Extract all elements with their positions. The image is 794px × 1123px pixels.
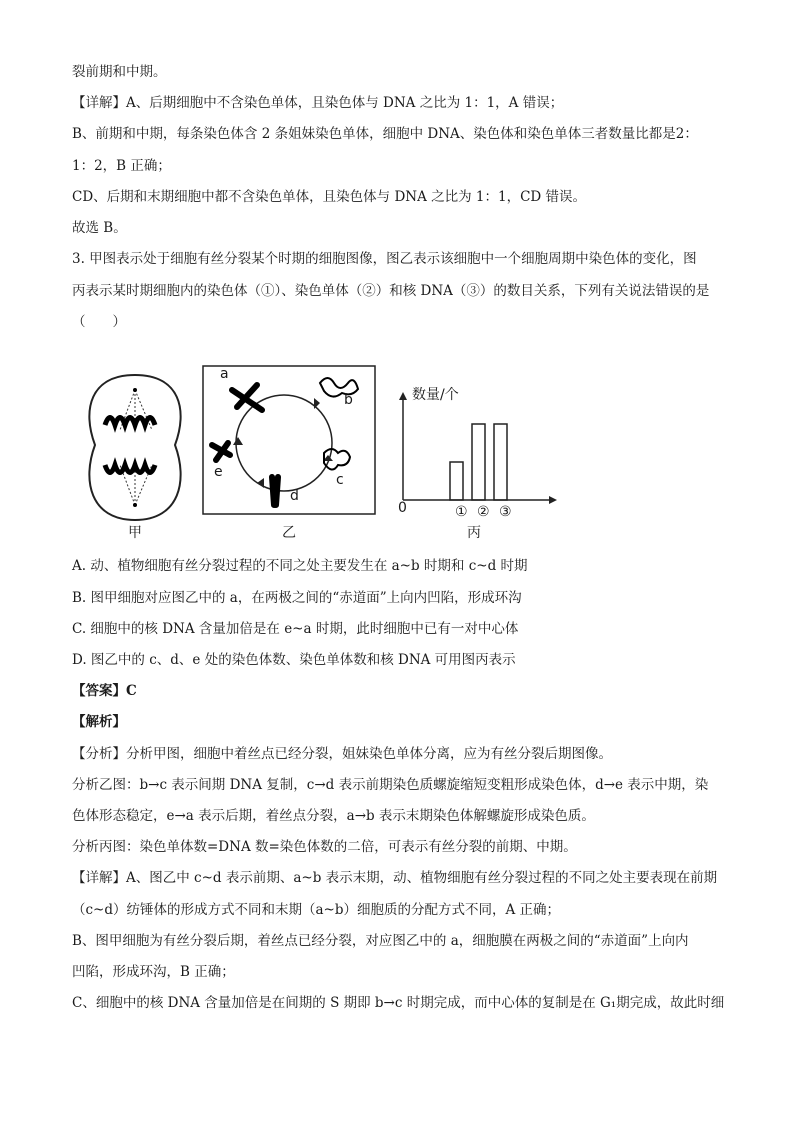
figure-bing-label: 丙 [467,525,481,541]
option-b: B. 图甲细胞对应图乙中的 a，在两极之间的“赤道面”上向内凹陷，形成环沟 [72,590,522,606]
figure-bing-chart [395,390,560,520]
bar-1 [450,462,463,500]
analysis-line-2: 分析乙图：b→c 表示间期 DNA 复制，c→d 表示前期染色质螺旋缩短变粗形成染色体，d→e 表示中期，染 [72,777,709,793]
analysis-title: 【解析】 [72,714,126,730]
text-line-1: 裂前期和中期。 [72,64,167,80]
analysis-line-9: C、细胞中的核 DNA 含量加倍是在间期的 S 期即 b→c 时期完成，而中心体的复制是在 G₁期完成，故此时细 [72,995,725,1011]
figure-yi-point-d: d [290,488,299,504]
analysis-line-3: 色体形态稳定，e→a 表示后期，着丝点分裂，a→b 表示末期染色体解螺旋形成染色质。 [72,808,595,824]
figure-bing-origin: 0 [398,500,407,516]
figure-yi-point-b: b [344,392,353,408]
answer: 【答案】C [72,683,137,699]
option-d: D. 图乙中的 c、d、e 处的染色体数、染色单体数和核 DNA 可用图丙表示 [72,652,516,668]
analysis-line-5: 【详解】A、图乙中 c~d 表示前期、a~b 表示末期，动、植物细胞有丝分裂过程的不同之处主要表现在前期 [72,870,718,886]
analysis-line-1: 【分析】分析甲图，细胞中着丝点已经分裂，姐妹染色单体分离，应为有丝分裂后期图像。 [72,746,612,762]
figure-yi-point-a: a [220,366,229,382]
figure-yi-point-e: e [214,464,223,480]
question-line-2: 丙表示某时期细胞内的染色体（①）、染色单体（②）和核 DNA（③）的数目关系，下列有关说法错误的是 [72,283,710,299]
analysis-line-7: B、图甲细胞为有丝分裂后期，着丝点已经分裂，对应图乙中的 a，细胞膜在两极之间的“赤道面”上向内 [72,933,689,949]
text-line-2: 【详解】A、后期细胞中不含染色单体，且染色体与 DNA 之比为 1：1，A 错误； [72,95,564,111]
text-line-3: B、前期和中期，每条染色体含 2 条姐妹染色单体，细胞中 DNA、染色体和染色单体三者数量比都是2： [72,126,698,142]
text-line-4: 1：2，B 正确； [72,158,171,174]
figure-bing-ylabel: 数量/个 [412,387,459,403]
bar-2 [472,424,485,500]
text-line-6: 故选 B。 [72,220,127,236]
figure-jia-label: 甲 [128,525,142,541]
figure-bing-cat-3: ③ [499,504,512,520]
question-line-1: 3. 甲图表示处于细胞有丝分裂某个时期的细胞图像，图乙表示该细胞中一个细胞周期中染色体的变化，图 [72,251,697,267]
analysis-line-4: 分析丙图：染色单体数=DNA 数=染色体数的二倍，可表示有丝分裂的前期、中期。 [72,839,577,855]
figure-jia-cell [80,370,190,530]
figure-bing-cat-2: ② [477,504,490,520]
figure-yi-point-c: c [336,472,344,488]
analysis-line-8: 凹陷，形成环沟，B 正确； [72,964,235,980]
figure-bing-cat-1: ① [455,504,468,520]
figure-yi-label: 乙 [282,525,296,541]
text-line-5: CD、后期和末期细胞中都不含染色单体，且染色体与 DNA 之比为 1：1，CD 错误。 [72,189,587,205]
question-line-3: （ ） [72,314,126,330]
bar-3 [494,424,507,500]
figures [80,360,580,550]
analysis-line-6: （c~d）纺锤体的形成方式不同和末期（a~b）细胞质的分配方式不同，A 正确； [72,902,561,918]
option-a: A. 动、植物细胞有丝分裂过程的不同之处主要发生在 a~b 时期和 c~d 时期 [72,558,528,574]
option-c: C. 细胞中的核 DNA 含量加倍是在 e~a 时期，此时细胞中已有一对中心体 [72,621,519,637]
